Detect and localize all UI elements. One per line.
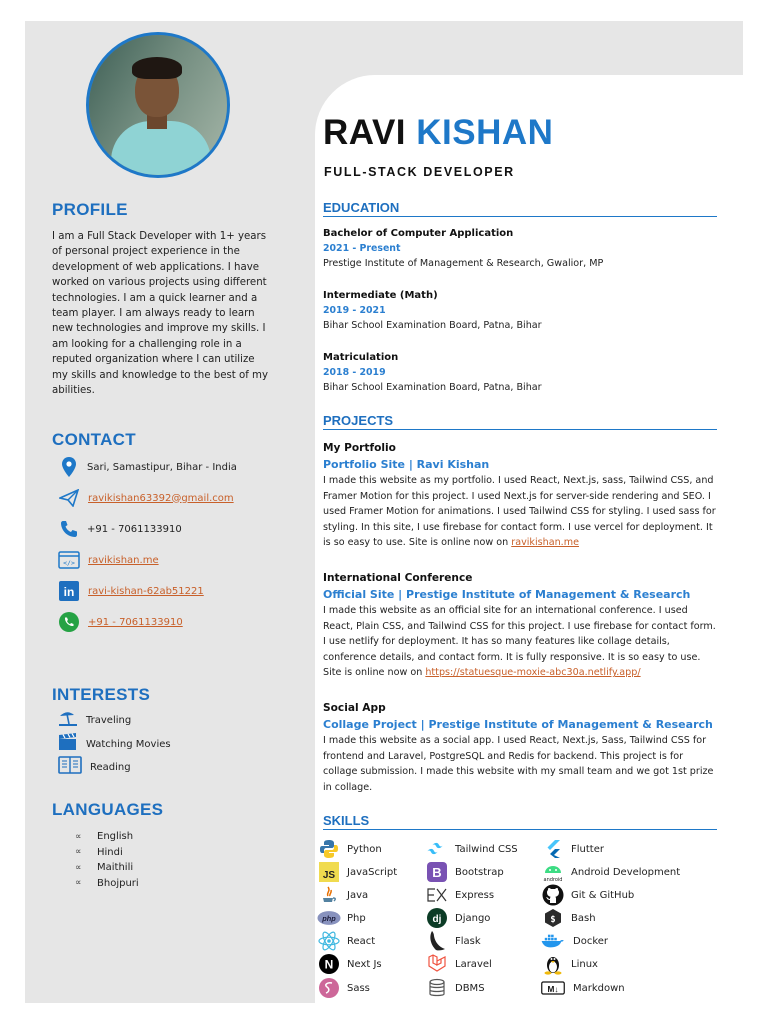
skill-item — [425, 977, 485, 999]
javascript-icon — [317, 861, 341, 883]
language-label: Hindi — [97, 846, 123, 858]
interests-heading: INTERESTS — [52, 685, 151, 704]
skill-item — [541, 977, 625, 999]
job-title: FULL-STACK DEVELOPER — [324, 165, 515, 179]
whatsapp-icon — [58, 611, 80, 633]
project-item — [323, 441, 719, 551]
linux-icon — [541, 953, 565, 975]
contact-whatsapp[interactable] — [58, 611, 183, 633]
skill-item — [425, 838, 518, 860]
candidate-name — [323, 113, 553, 153]
linkedin-icon — [58, 580, 80, 602]
skill-item — [541, 907, 596, 929]
skill-item — [317, 861, 397, 883]
skill-label: Linux — [571, 958, 598, 970]
interest-label: Reading — [90, 761, 131, 773]
language-item — [75, 845, 139, 861]
code-window-icon — [58, 549, 80, 571]
skill-item — [425, 861, 504, 883]
language-item — [75, 860, 139, 876]
project-title: My Portfolio — [323, 442, 396, 454]
contact-linkedin[interactable] — [58, 580, 204, 602]
interest-label: Traveling — [86, 714, 132, 726]
markdown-icon — [541, 977, 565, 999]
skills-heading: SKILLS — [323, 813, 717, 830]
language-label: Maithili — [97, 862, 134, 874]
skill-label: Android Development — [571, 866, 681, 878]
skill-label: Sass — [347, 982, 370, 994]
flutter-icon — [541, 838, 565, 860]
bullet-icon: ∝ — [75, 847, 82, 858]
contact-email[interactable] — [58, 487, 234, 509]
beach-umbrella-icon — [58, 709, 78, 731]
profile-photo — [86, 32, 230, 178]
skill-label: Git & GitHub — [571, 889, 635, 901]
location-pin-icon — [58, 456, 80, 478]
address-text: Sari, Samastipur, Bihar - India — [87, 461, 237, 473]
project-description-text: I made this website as my portfolio. I used React, Next.js, sass, Tailwind CSS, and Framer Motion for this project. I used Next.js for server-side rendering and SEO. I used Framer Motion for animations. I used Tailwind CSS for styling. I used sass for styling. In this site, I use firebase for contact form. I use vercel for deployment. It is so easy to use. Site is online now on — [323, 475, 716, 549]
project-subtitle: Collage Project | Prestige Institute of Management & Research — [323, 718, 713, 731]
svg-text:</>: </> — [63, 559, 75, 567]
languages-heading: LANGUAGES — [52, 800, 164, 819]
flask-icon — [425, 930, 449, 952]
website-link[interactable]: ravikishan.me — [88, 554, 159, 566]
android-icon — [541, 861, 565, 883]
projects-heading: PROJECTS — [323, 413, 717, 430]
interest-label: Watching Movies — [86, 738, 171, 750]
language-label: English — [97, 831, 134, 843]
php-icon — [317, 907, 341, 929]
skill-label: Java — [347, 889, 369, 901]
java-icon — [317, 884, 341, 906]
skill-item — [541, 861, 680, 883]
linkedin-link[interactable]: ravi-kishan-62ab51221 — [88, 585, 204, 597]
android-icon-text: android — [543, 877, 563, 883]
skill-item — [425, 930, 481, 952]
book-icon — [58, 756, 82, 778]
bullet-icon: ∝ — [75, 831, 82, 842]
education-item — [323, 351, 723, 395]
project-description — [323, 473, 719, 551]
languages-list — [75, 829, 139, 891]
bootstrap-icon — [425, 861, 449, 883]
interest-item — [58, 734, 171, 754]
language-item — [75, 829, 139, 845]
django-icon — [425, 907, 449, 929]
profile-heading: PROFILE — [52, 200, 128, 219]
interest-item — [58, 710, 131, 730]
contact-website[interactable] — [58, 549, 159, 571]
degree: Matriculation — [323, 352, 399, 363]
degree: Intermediate (Math) — [323, 290, 438, 301]
degree: Bachelor of Computer Application — [323, 228, 514, 239]
interest-item — [58, 757, 131, 777]
project-title: Social App — [323, 702, 386, 714]
skill-item — [317, 838, 382, 860]
sass-icon — [317, 977, 341, 999]
skill-item — [425, 907, 490, 929]
education-item — [323, 289, 723, 333]
skill-item — [541, 838, 604, 860]
first-name: RAVI — [323, 113, 407, 152]
skill-item — [425, 953, 492, 975]
nextjs-icon — [317, 953, 341, 975]
skill-item — [541, 930, 608, 952]
clapperboard-icon — [58, 733, 78, 755]
skill-item — [317, 930, 375, 952]
project-subtitle: Official Site | Prestige Institute of Management & Research — [323, 588, 691, 601]
skill-label: Flask — [455, 935, 481, 947]
education-heading: EDUCATION — [323, 200, 717, 217]
skill-item — [541, 953, 598, 975]
phone-icon — [58, 518, 80, 540]
svg-text:dj: dj — [432, 914, 442, 925]
svg-text:JS: JS — [322, 870, 336, 881]
skill-label: JavaScript — [347, 866, 398, 878]
tailwind-icon — [425, 838, 449, 860]
svg-text:in: in — [63, 585, 75, 599]
dbms-icon — [425, 977, 449, 999]
whatsapp-link[interactable]: +91 - 7061133910 — [88, 616, 183, 628]
skill-label: Python — [347, 843, 382, 855]
email-link[interactable]: ravikishan63392@gmail.com — [88, 492, 234, 504]
skill-item — [317, 907, 366, 929]
skill-item — [317, 884, 368, 906]
bullet-icon: ∝ — [75, 878, 82, 889]
bullet-icon: ∝ — [75, 862, 82, 873]
project-link[interactable]: https://statuesque-moxie-abc30a.netlify.app/ — [425, 667, 641, 679]
github-icon — [541, 884, 565, 906]
skill-label: Django — [455, 912, 491, 924]
laravel-icon — [425, 953, 449, 975]
project-item — [323, 701, 719, 795]
last-name: KISHAN — [416, 113, 554, 152]
project-title: International Conference — [323, 572, 473, 584]
skill-label: Php — [347, 912, 366, 924]
react-icon — [317, 930, 341, 952]
skill-item — [425, 884, 494, 906]
contact-phone — [58, 518, 182, 540]
svg-text:$: $ — [550, 915, 556, 925]
skill-item — [541, 884, 634, 906]
language-item — [75, 876, 139, 892]
institute: Bihar School Examination Board, Patna, Bihar — [323, 320, 542, 331]
phone-text: +91 - 7061133910 — [87, 523, 182, 535]
express-icon — [425, 884, 449, 906]
skill-label: Bootstrap — [455, 866, 504, 878]
skill-label: Docker — [573, 935, 609, 947]
python-icon — [317, 838, 341, 860]
institute: Bihar School Examination Board, Patna, Bihar — [323, 382, 542, 393]
skill-label: Next Js — [347, 958, 382, 970]
language-label: Bhojpuri — [97, 877, 139, 889]
skill-label: Tailwind CSS — [455, 843, 518, 855]
contact-heading: CONTACT — [52, 430, 136, 449]
skill-label: Markdown — [573, 982, 625, 994]
education-item — [323, 227, 723, 271]
years: 2021 - Present — [323, 243, 401, 254]
skill-item — [317, 977, 370, 999]
skill-item — [317, 953, 382, 975]
skill-label: React — [347, 935, 376, 947]
project-link[interactable]: ravikishan.me — [511, 537, 579, 549]
profile-summary: I am a Full Stack Developer with 1+ years of personal project experience in the development of web applications. I have worked on various projects using different technologies. I am a quick learner and a team player. I am always ready to learn new technologies and improve my skills. I am looking for a challenging role in a reputed organization where I can utilize my skills and knowledge to the best of my abilities. — [52, 231, 269, 397]
bash-icon — [541, 907, 565, 929]
contact-address — [58, 456, 237, 478]
skill-label: Laravel — [455, 958, 492, 970]
svg-text:B: B — [432, 865, 442, 880]
skill-label: Express — [455, 889, 495, 901]
skill-label: Bash — [571, 912, 596, 924]
skill-label: DBMS — [455, 982, 485, 994]
svg-text:M↓: M↓ — [547, 984, 559, 994]
project-description: I made this website as a social app. I used React, Next.js, Sass, Tailwind CSS for frontend and Laravel, PostgreSQL and Redis for backend. This project is for collage submission. I made this website with my small team and we got 1st prize in collage. — [323, 735, 714, 793]
project-item — [323, 571, 719, 681]
institute: Prestige Institute of Management & Research, Gwalior, MP — [323, 258, 604, 269]
svg-text:php: php — [322, 913, 336, 923]
skill-label: Flutter — [571, 843, 604, 855]
years: 2018 - 2019 — [323, 367, 386, 378]
project-subtitle: Portfolio Site | Ravi Kishan — [323, 458, 490, 471]
svg-text:N: N — [324, 957, 334, 972]
paper-plane-icon — [58, 487, 80, 509]
project-description — [323, 603, 719, 681]
years: 2019 - 2021 — [323, 305, 386, 316]
docker-icon — [541, 930, 565, 952]
project-description-text: I made this website as an official site for an international conference. I used React, Plain CSS, and Tailwind CSS for this project. I use firebase for contact form. I use netlify for deployment. It has so many features like collage details, conference details, and contact form. It is fully responsive. It is so easy to use. Site is online now on — [323, 605, 716, 679]
